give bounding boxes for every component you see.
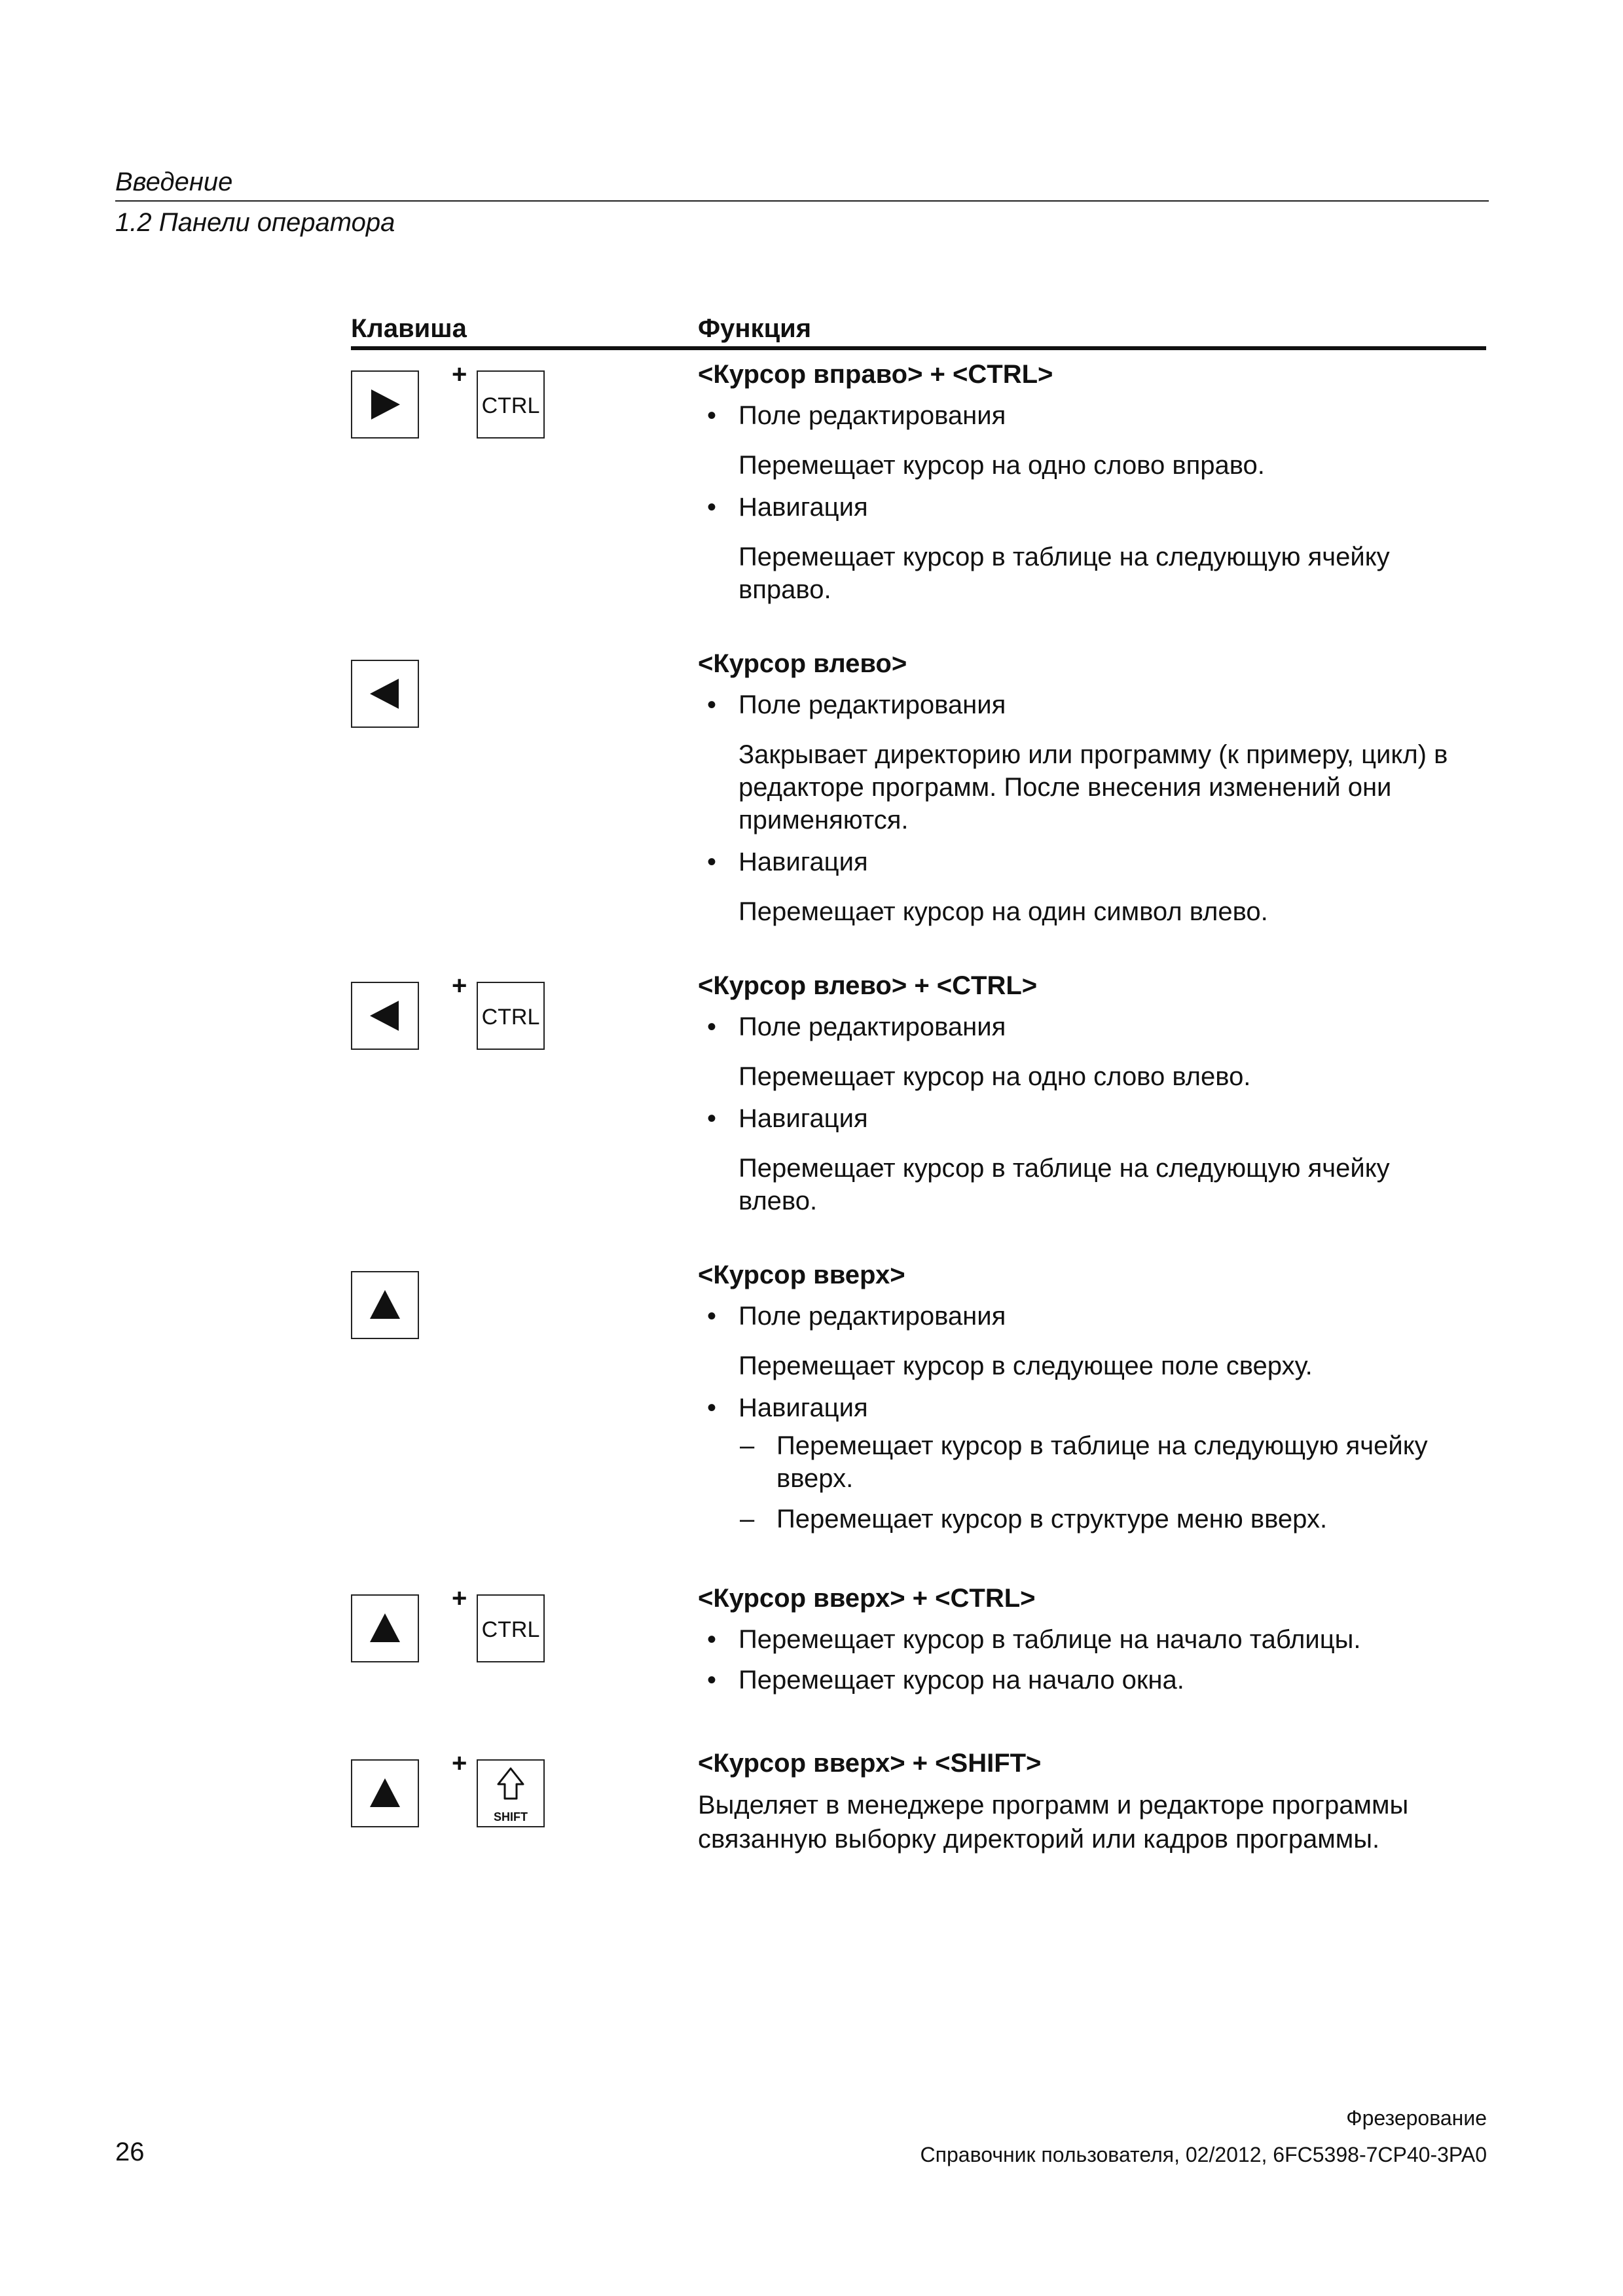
ctrl-key-label: CTRL: [481, 1617, 540, 1642]
bullet-description: Перемещает курсор в следующее поле сверху.: [739, 1352, 1313, 1380]
bullet-item: • Перемещает курсор в таблице на начало таблицы.: [698, 1623, 1490, 1656]
entry-title: <Курсор вверх> + <CTRL>: [698, 1584, 1036, 1613]
dash-item: – Перемещает курсор в таблице на следующую ячейку вверх.: [698, 1429, 1470, 1495]
ctrl-key: [477, 982, 545, 1050]
entry-title: <Курсор вверх> + <SHIFT>: [698, 1749, 1042, 1778]
plus-sign: +: [452, 1584, 467, 1613]
plus-sign: +: [452, 1749, 467, 1778]
bullet-icon: •: [707, 1302, 717, 1331]
bullet-icon: •: [707, 848, 717, 876]
bullet-icon: •: [707, 1393, 717, 1422]
cursor-left-key: [351, 660, 419, 728]
footer-product: Фрезерование: [1346, 2106, 1487, 2130]
dash-icon: –: [740, 1505, 755, 1534]
running-header-section: 1.2 Панели оператора: [115, 208, 395, 237]
entry-cursor-left-ctrl: [698, 970, 1490, 1224]
arrow-up-icon: [352, 1596, 418, 1661]
entry-title: <Курсор влево>: [698, 649, 907, 678]
bullet-item: • Поле редактирования: [698, 689, 1490, 721]
cursor-up-key: [351, 1594, 419, 1662]
bullet-item: • Поле редактирования: [698, 1011, 1490, 1043]
dash-icon: –: [740, 1431, 755, 1460]
bullet-item: • Перемещает курсор на начало окна.: [698, 1664, 1490, 1696]
page-number: 26: [115, 2138, 145, 2166]
ctrl-key-label: CTRL: [481, 1005, 540, 1030]
arrow-left-icon: [352, 661, 418, 726]
bullet-icon: •: [707, 493, 717, 522]
bullet-icon: •: [707, 691, 717, 719]
entry-title: <Курсор вправо> + <CTRL>: [698, 360, 1053, 389]
ctrl-key-label: CTRL: [481, 393, 540, 418]
bullet-item: • Навигация: [698, 491, 1490, 524]
bullet-icon: •: [707, 401, 717, 430]
bullet-item: • Навигация: [698, 1102, 1490, 1135]
bullet-icon: •: [707, 1625, 717, 1654]
plus-sign: +: [452, 971, 467, 1000]
entry-cursor-right-ctrl: [698, 359, 1490, 613]
shift-key-label: SHIFT: [494, 1810, 528, 1823]
bullet-icon: •: [707, 1013, 717, 1041]
dash-item: – Перемещает курсор в структуре меню вверх.: [698, 1503, 1490, 1535]
arrow-up-icon: [352, 1272, 418, 1338]
bullet-icon: •: [707, 1666, 717, 1695]
shift-key: [477, 1759, 545, 1827]
arrow-left-icon: [352, 983, 418, 1049]
entry-title: <Курсор вверх>: [698, 1261, 905, 1289]
plus-sign: +: [452, 360, 467, 389]
entry-cursor-up: [698, 1259, 1490, 1543]
bullet-description: Перемещает курсор на одно слово влево.: [739, 1062, 1251, 1091]
column-header-function: Функция: [698, 314, 812, 343]
entry-cursor-left: [698, 648, 1490, 935]
ctrl-key: [477, 370, 545, 439]
table-header-rule: [351, 346, 1486, 350]
cursor-right-key: [351, 370, 419, 439]
bullet-item: • Навигация: [698, 846, 1490, 878]
column-header-key: Клавиша: [351, 314, 467, 343]
cursor-up-key: [351, 1271, 419, 1339]
cursor-up-key: [351, 1759, 419, 1827]
running-header-chapter: Введение: [115, 168, 233, 196]
bullet-icon: •: [707, 1104, 717, 1133]
arrow-right-icon: [352, 372, 418, 437]
bullet-item: • Навигация: [698, 1391, 1490, 1424]
entry-description: Выделяет в менеджере программ и редакторе программы связанную выборку директорий или кадров программы.: [698, 1791, 1409, 1854]
header-rule: [115, 200, 1489, 202]
entry-title: <Курсор влево> + <CTRL>: [698, 971, 1038, 1000]
bullet-description: Закрывает директорию или программу (к примеру, цикл) в редакторе программ. После внесения изменений они применяются.: [739, 740, 1448, 834]
cursor-left-key: [351, 982, 419, 1050]
arrow-up-icon: [352, 1761, 418, 1826]
footer-manual-info: Справочник пользователя, 02/2012, 6FC5398-7CP40-3PA0: [920, 2143, 1487, 2166]
bullet-item: • Поле редактирования: [698, 1300, 1490, 1333]
bullet-item: • Поле редактирования: [698, 399, 1490, 432]
entry-cursor-up-shift: [698, 1748, 1490, 1856]
entry-cursor-up-ctrl: [698, 1583, 1490, 1713]
bullet-description: Перемещает курсор в таблице на следующую ячейку влево.: [739, 1154, 1390, 1215]
ctrl-key: [477, 1594, 545, 1662]
bullet-description: Перемещает курсор на один символ влево.: [739, 897, 1268, 926]
bullet-description: Перемещает курсор в таблице на следующую ячейку вправо.: [739, 543, 1390, 604]
bullet-description: Перемещает курсор на одно слово вправо.: [739, 451, 1265, 480]
